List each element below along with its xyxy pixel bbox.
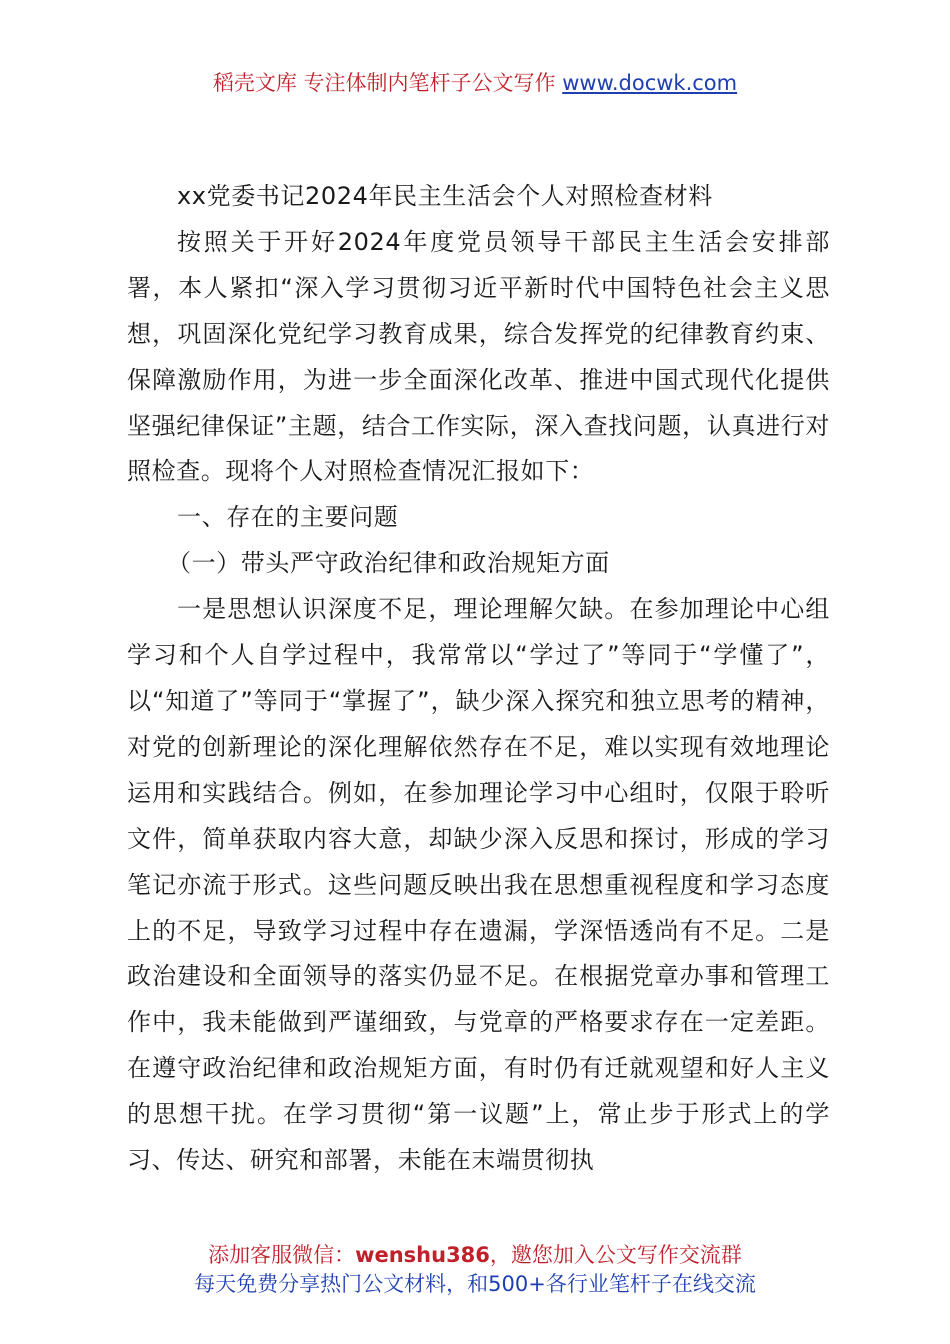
section-heading: 一、存在的主要问题: [177, 503, 399, 532]
document-title: xx党委书记2024年民主生活会个人对照检查材料: [177, 182, 713, 210]
intro-paragraph: 按照关于开好2024年度党员领导干部民主生活会安排部署，本人紧扣“深入学习贯彻习近平新时代中国特色社会主义思想，巩固深化党纪学习教育成果，综合发挥党的纪律教育约束、保障激励作用，为进一步全面深化改革、推进中国式现代化提供坚强纪律保证”主题，结合工作实际，深入查找问题，认真进行对照检查。现将个人对照检查情况汇报如下：: [127, 227, 830, 486]
footer-promo-line: 每天免费分享热门公文材料，和500+各行业笔杆子在线交流: [194, 1272, 756, 1296]
body-paragraph: 一是思想认识深度不足，理论理解欠缺。在参加理论中心组学习和个人自学过程中，我常常以“学过了”等同于“学懂了”，以“知道了”等同于“掌握了”，缺少深入探究和独立思考的精神，对党的创新理论的深化理解依然存在不足，难以实现有效地理论运用和实践结合。例如，在参加理论学习中心组时，仅限于聆听文件，简单获取内容大意，却缺少深入反思和探讨，形成的学习笔记亦流于形式。这些问题反映出我在思想重视程度和学习态度上的不足，导致学习过程中存在遗漏，学深悟透尚有不足。二是政治建设和全面领导的落实仍显不足。在根据党章办事和管理工作中，我未能做到严谨细致，与党章的严格要求存在一定差距。在遵守政治纪律和政治规矩方面，有时仍有迁就观望和好人主义的思想干扰。在学习贯彻“第一议题”上，常止步于形式上的学习、传达、研究和部署，未能在末端贯彻执: [127, 595, 830, 1175]
footer-contact-line: [0, 1240, 950, 1270]
subsection-heading: （一）带头严守政治纪律和政治规矩方面: [167, 549, 610, 578]
document-body: [127, 174, 830, 1184]
page-header: [0, 68, 950, 98]
footer-suffix: ，邀您加入公文写作交流群: [489, 1243, 742, 1267]
footer-prefix: 添加客服微信：: [208, 1243, 356, 1267]
footer-wechat-id: wenshu386: [355, 1243, 490, 1267]
header-brand: 稻壳文库 专注体制内笔杆子公文写作: [212, 71, 556, 95]
header-url-link[interactable]: www.docwk.com: [562, 71, 738, 95]
